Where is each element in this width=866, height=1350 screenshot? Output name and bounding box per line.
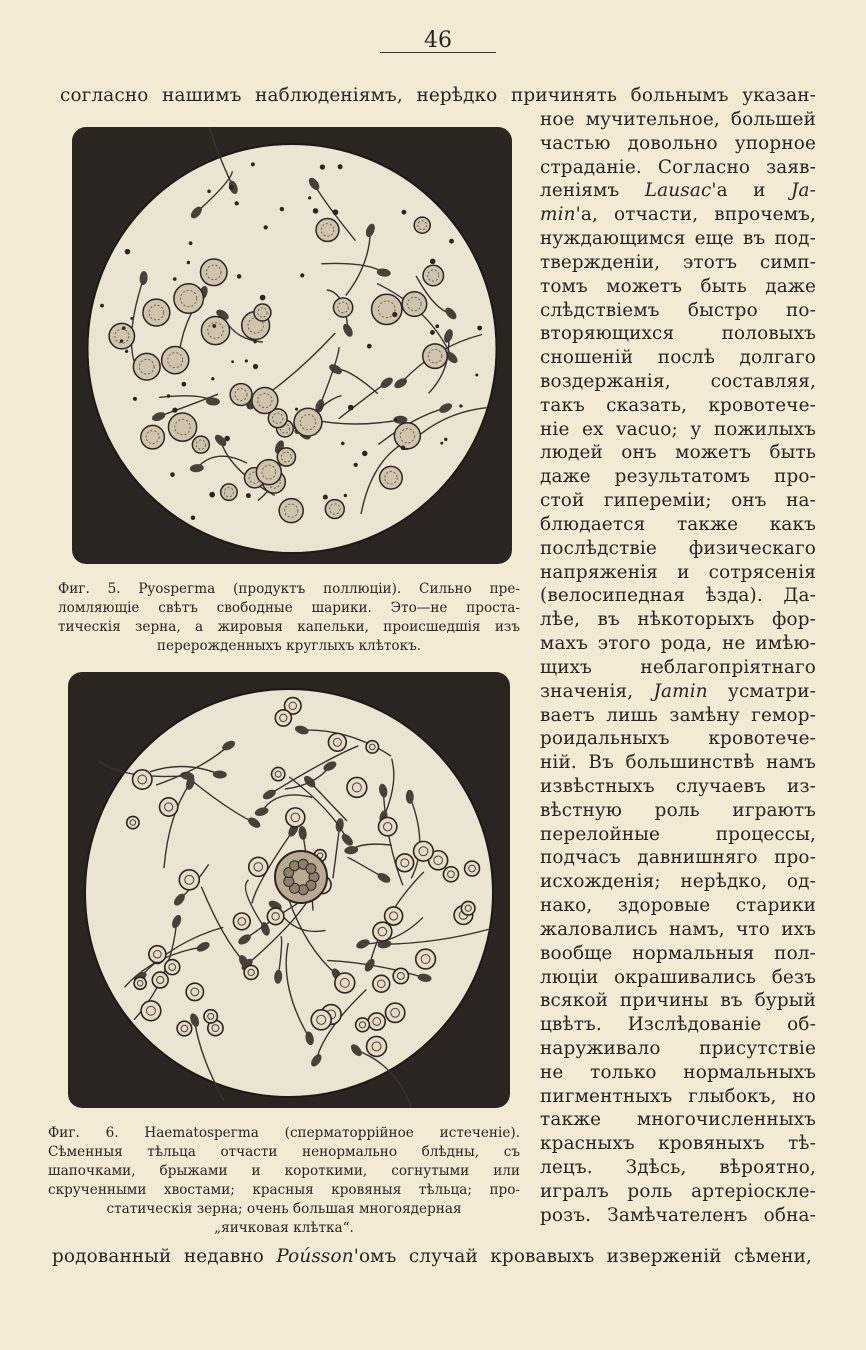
red-blood-cell (165, 960, 180, 975)
fat-droplet (122, 326, 126, 330)
fat-droplet (320, 164, 325, 169)
red-blood-cell (366, 741, 378, 753)
red-blood-cell (416, 949, 436, 969)
text-line: стой гипереміи; онъ на- (540, 490, 816, 512)
red-blood-cell (233, 913, 250, 930)
text-line: также многочисленныхъ (540, 1109, 816, 1131)
fat-droplet (440, 442, 443, 445)
text-line: перелойные процессы, (540, 823, 816, 845)
caption-line: шапочками, брыжами и короткими, согнутыми или (48, 1163, 520, 1179)
fat-droplet (341, 442, 345, 446)
red-blood-cell (356, 1018, 370, 1032)
fat-droplet (120, 339, 123, 342)
fat-droplet (300, 273, 304, 277)
text-line: исхожденія; нерѣдко, од- (540, 871, 816, 893)
text-line: игралъ роль артеріоскле- (540, 1180, 816, 1202)
text-line: люціи окрашивались безъ (540, 966, 816, 988)
fat-droplet (362, 451, 368, 457)
red-blood-cell (396, 854, 414, 872)
text-line: сношеній послѣ долгаго (540, 347, 816, 369)
round-cell (143, 299, 170, 326)
fat-droplet (207, 190, 211, 194)
text-line: min'а, отчасти, впрочемъ, (540, 204, 816, 226)
header-rule (380, 52, 496, 53)
text-line: подчасъ давнишняго про- (540, 847, 816, 869)
fat-droplet (394, 418, 398, 422)
caption-line: ломляющіе свѣтъ свободные шарики. Это—не проста- (58, 600, 520, 616)
fat-droplet (477, 326, 482, 331)
fat-droplet (392, 312, 397, 317)
caption-line: статическія зерна; очень большая многоядерная (106, 1201, 462, 1217)
red-blood-cell (328, 733, 346, 751)
fat-droplet (125, 350, 128, 353)
round-cell (372, 294, 402, 324)
fat-droplet (367, 344, 372, 349)
red-blood-cell (347, 777, 367, 797)
red-blood-cell (249, 857, 268, 876)
fat-droplet (264, 225, 268, 229)
text-line: ніе ex vacuo; у пожилыхъ (540, 418, 816, 440)
fat-droplet (253, 340, 257, 344)
fat-droplet (235, 201, 239, 205)
text-line: блюдается также какъ (540, 513, 816, 535)
round-cell (221, 484, 237, 500)
text-line: страданіе. Согласно заяв- (540, 156, 816, 178)
text-line: ное мучительное, большей (540, 109, 816, 130)
round-cell (201, 316, 229, 344)
caption-line: скрученными хвостами; красныя кровяныя тѣльца; про- (48, 1182, 520, 1198)
red-blood-cell (134, 977, 146, 989)
text-line: розъ. Замѣчателенъ обна- (540, 1204, 816, 1226)
red-blood-cell (286, 808, 305, 827)
fat-droplet (212, 324, 216, 328)
caption-line: перерожденныхъ круглыхъ клѣтокъ. (156, 638, 422, 654)
text-line: махъ этого рода, не имѣю- (540, 633, 816, 655)
text-line: роидальныхъ кровотече- (540, 728, 816, 750)
text-line: частью довольно упорное (540, 132, 816, 154)
round-cell (162, 347, 189, 374)
round-cell (294, 408, 322, 436)
text-line: (велосипедная ѣзда). Да- (540, 585, 816, 607)
red-blood-cell (311, 1010, 331, 1030)
body-first-line: согласно нашимъ наблюденіямъ, нерѣдко причинять больнымъ указан- (60, 85, 816, 106)
red-blood-cell (127, 816, 139, 828)
red-blood-cell (160, 798, 178, 816)
round-cell (325, 500, 344, 519)
fat-droplet (170, 472, 175, 477)
fat-droplet (100, 304, 104, 308)
figure-6-caption (48, 1124, 520, 1238)
fat-droplet (189, 241, 193, 245)
text-line: послѣдствіе физическаго (540, 537, 816, 559)
fat-droplet (323, 495, 328, 500)
round-cell (423, 344, 448, 369)
red-blood-cell (204, 1010, 217, 1023)
text-line: ваетъ лишь замѣну гемор- (540, 704, 816, 726)
text-line: значенія, Jamin усматри- (540, 680, 816, 702)
round-cell (316, 218, 339, 241)
fat-droplet (253, 364, 258, 369)
fat-droplet (354, 463, 358, 467)
red-blood-cell (133, 770, 152, 789)
text-line: напряженія и сотрясенія (540, 561, 816, 583)
fat-droplet (449, 239, 454, 244)
figure-6-micrograph (68, 672, 510, 1108)
text-line: всякой причины въ бурый (540, 990, 816, 1012)
fat-droplet (348, 405, 354, 411)
fat-droplet (402, 210, 407, 215)
fat-droplet (237, 274, 242, 279)
fat-droplet (181, 382, 186, 387)
red-blood-cell (367, 1036, 387, 1056)
text-line: не только нормальныхъ (540, 1061, 816, 1083)
text-line: нуждающимся еще въ под- (540, 228, 816, 250)
text-line: жаловались намъ, что ихъ (540, 918, 816, 940)
figure-5-drawing (72, 127, 512, 564)
round-cell (200, 259, 227, 286)
round-cell (333, 298, 352, 317)
fat-droplet (211, 377, 214, 380)
fat-droplet (167, 394, 170, 397)
text-line: леніямъ Lausac'а и Ja- (540, 180, 816, 202)
round-cell (254, 304, 271, 321)
text-line: твержденіи, этотъ симп- (540, 251, 816, 273)
fat-droplet (133, 397, 137, 401)
text-line: вѣстную роль играютъ (540, 799, 816, 821)
fat-droplet (224, 436, 230, 442)
round-cell (394, 423, 420, 449)
red-blood-cell (368, 1013, 385, 1030)
figure-6-drawing (68, 672, 510, 1108)
page-number: 46 (424, 28, 452, 53)
fat-droplet (187, 261, 190, 264)
caption-line: „яичковая клѣтка“. (214, 1220, 354, 1236)
fat-droplet (344, 494, 347, 497)
fat-droplet (475, 374, 478, 377)
text-line: вторяющихся половыхъ (540, 323, 816, 345)
text-line: ній. Въ большинствѣ намъ (540, 752, 816, 774)
red-blood-cell (149, 946, 166, 963)
round-cell (252, 388, 278, 414)
fat-droplet (313, 208, 319, 214)
fat-droplet (260, 295, 266, 301)
fat-droplet (245, 359, 248, 362)
caption-line: Сѣменныя тѣльца отчасти ненормально блѣдны, съ (48, 1144, 520, 1160)
text-line: такъ сказать, кровотече- (540, 394, 816, 416)
text-line: красныхъ кровяныхъ тѣ- (540, 1133, 816, 1155)
text-line: нако, здоровые старики (540, 895, 816, 917)
red-blood-cell (335, 973, 355, 993)
red-blood-cell (393, 968, 408, 983)
caption-line: Фиг. 5. Pyospегma (продуктъ поллюціи). Сильно пре- (58, 581, 520, 597)
cell-nucleus (306, 864, 316, 874)
fat-droplet (333, 209, 339, 215)
caption-line: Фиг. 6. Haematospегma (сперматоррійное истеченіе). (48, 1125, 520, 1141)
fat-droplet (401, 446, 406, 451)
red-blood-cell (465, 861, 480, 876)
text-line: воздержанія, составляя, (540, 371, 816, 393)
text-line: щихъ неблагопріятнаго (540, 656, 816, 678)
round-cell (168, 413, 196, 441)
fat-droplet (251, 162, 255, 166)
fat-droplet (125, 249, 131, 255)
red-blood-cell (179, 870, 199, 890)
red-blood-cell (186, 983, 203, 1000)
text-line: томъ можетъ быть даже (540, 275, 816, 297)
text-line: вообще нормальныя пол- (540, 942, 816, 964)
round-cell (141, 425, 165, 449)
fat-droplet (444, 438, 447, 441)
red-blood-cell (461, 901, 475, 915)
body-last-line: родованный недавно Poússon'омъ случай кровавыхъ изверженій сѣмени, (52, 1246, 813, 1267)
red-blood-cell (385, 907, 403, 925)
red-blood-cell (141, 1001, 161, 1021)
text-line: слѣдствіемъ быстро по- (540, 299, 816, 321)
red-blood-cell (244, 965, 258, 979)
text-line: извѣстныхъ случаевъ из- (540, 775, 816, 797)
red-blood-cell (443, 867, 458, 882)
text-line: пигментныхъ глыбокъ, но (540, 1085, 816, 1107)
round-cell (402, 292, 427, 317)
fat-droplet (191, 515, 196, 520)
fat-droplet (459, 404, 462, 407)
text-line: лѣе, въ нѣкоторыхъ фор- (540, 609, 816, 631)
round-cell (109, 323, 134, 348)
caption-line: тическія зерна, а жировыя капельки, происшедшія изъ (58, 619, 520, 635)
round-cell (174, 284, 204, 314)
fat-droplet (229, 185, 234, 190)
fat-droplet (209, 492, 215, 498)
fat-droplet (246, 493, 251, 498)
fat-droplet (246, 404, 249, 407)
round-cell (279, 499, 303, 523)
fat-droplet (173, 277, 177, 281)
red-blood-cell (272, 767, 285, 780)
text-line: наруживало присутствіе (540, 1037, 816, 1059)
text-line: лецъ. Здѣсь, вѣроятно, (540, 1157, 816, 1179)
fat-droplet (231, 360, 234, 363)
round-cell (277, 448, 295, 466)
fat-droplet (280, 207, 284, 211)
text-line: людей онъ можетъ быть (540, 442, 816, 464)
fat-droplet (295, 408, 298, 411)
fat-droplet (130, 317, 133, 320)
fat-droplet (308, 196, 311, 199)
round-cell (414, 217, 430, 233)
red-blood-cell (378, 817, 396, 835)
text-line: даже результатомъ про- (540, 466, 816, 488)
text-line: цвѣтъ. Изслѣдованіе об- (540, 1014, 816, 1036)
round-cell (133, 353, 160, 380)
figure-5-micrograph (72, 127, 512, 564)
red-blood-cell (414, 841, 434, 861)
round-cell (192, 436, 209, 453)
round-cell (230, 384, 252, 406)
red-blood-cell (177, 1021, 192, 1036)
red-blood-cell (385, 1003, 404, 1022)
fat-droplet (435, 324, 439, 328)
round-cell (256, 460, 281, 485)
fat-droplet (172, 407, 177, 412)
red-blood-cell (373, 975, 390, 992)
fat-droplet (430, 330, 435, 335)
figure-5-caption (58, 580, 520, 656)
red-blood-cell (152, 972, 168, 988)
fat-droplet (430, 259, 436, 265)
red-blood-cell (373, 922, 392, 941)
round-cell (380, 466, 403, 489)
round-cell (423, 265, 443, 285)
red-blood-cell (275, 710, 291, 726)
fat-droplet (338, 164, 343, 169)
red-blood-cell (267, 908, 284, 925)
